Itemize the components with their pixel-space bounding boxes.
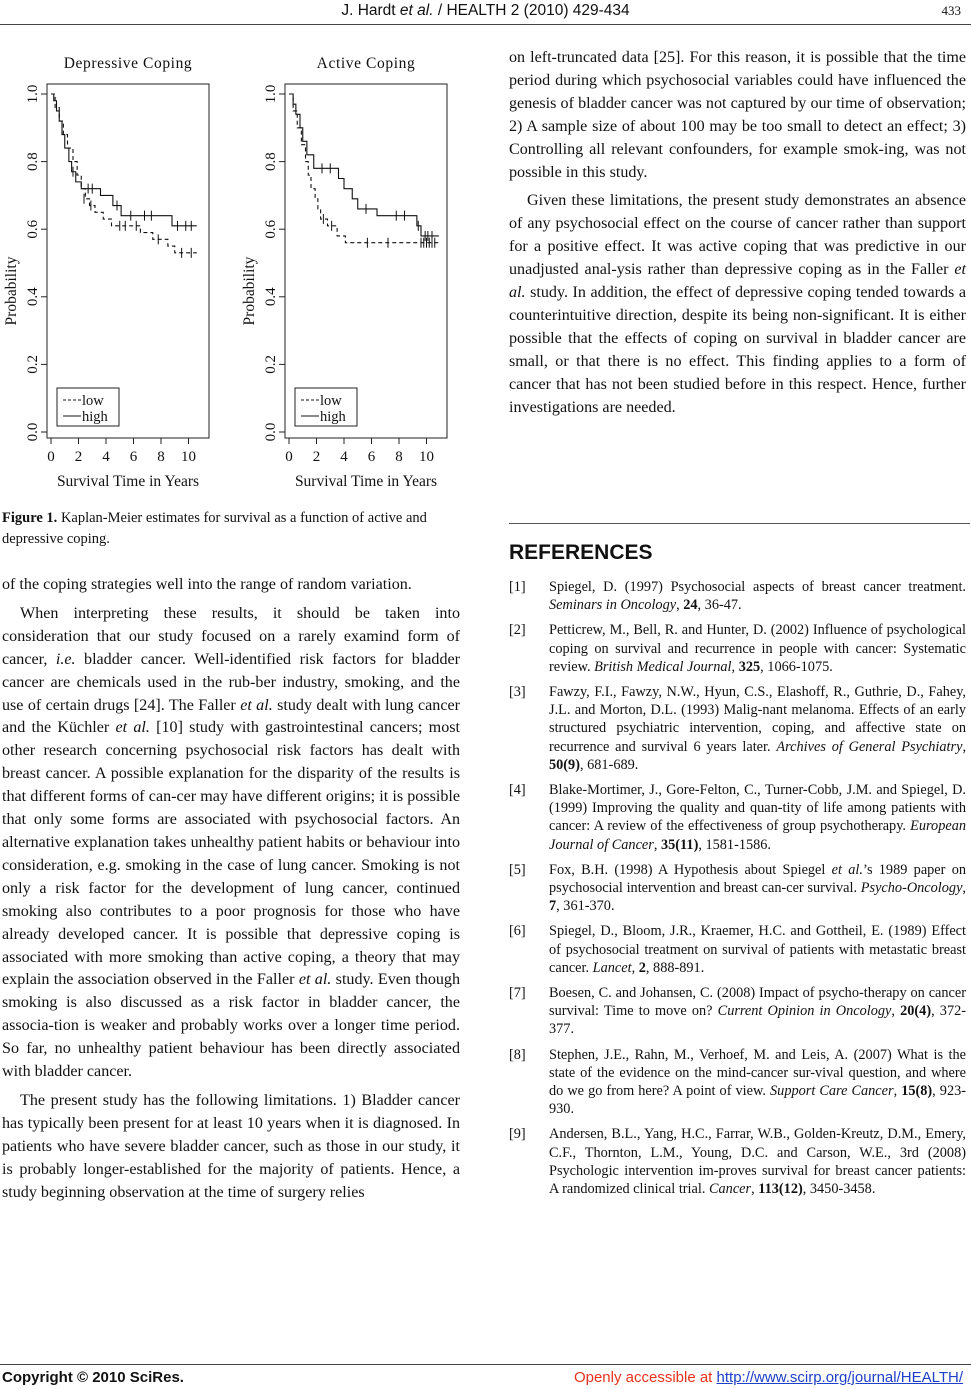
reference-text: Spiegel, D. (1997) Psychosocial aspects of breast cancer treatment. Seminars in Oncology, 24, 36-47. xyxy=(549,579,966,614)
y-tick-label: 0.4 xyxy=(25,287,41,307)
x-tick-label: 6 xyxy=(367,449,376,465)
y-tick-label: 1.0 xyxy=(25,84,41,104)
reference-number: [3] xyxy=(509,684,526,701)
footer-copyright: Copyright © 2010 SciRes. xyxy=(2,1369,184,1386)
footer-rule xyxy=(0,1364,971,1365)
reference-item xyxy=(509,621,966,676)
y-tick-label: 0.0 xyxy=(263,422,279,442)
reference-text: Blake-Mortimer, J., Gore-Felton, C., Turner-Cobb, J.M. and Spiegel, D. (1999) Improving the quality and quan-tity of life among patients with cancer: A review of the effectiveness of group psychotherapy. European Journal of Cancer, 35(11), 1581-1586. xyxy=(549,782,966,853)
reference-item xyxy=(509,781,966,854)
figure-caption xyxy=(2,508,460,550)
reference-number: [8] xyxy=(509,1046,526,1063)
plot-frame xyxy=(285,84,447,438)
reference-number: [4] xyxy=(509,782,526,799)
header-journal: / HEALTH 2 (2010) 429-434 xyxy=(437,2,630,19)
x-tick-label: 10 xyxy=(181,449,196,465)
x-tick-label: 4 xyxy=(102,449,110,465)
x-tick-label: 2 xyxy=(312,449,321,465)
reference-item xyxy=(509,1125,966,1198)
reference-item xyxy=(509,861,966,916)
reference-text: Spiegel, D., Bloom, J.R., Kraemer, H.C. and Gottheil, E. (1989) Effect of psychosocial treatment on survival of patients with metastatic breast cancer. Lancet, 2, 888-891. xyxy=(549,923,966,976)
y-tick-label: 0.0 xyxy=(25,422,41,442)
legend-label: high xyxy=(320,409,346,425)
y-tick-label: 0.2 xyxy=(25,355,41,374)
x-tick-label: 8 xyxy=(157,449,165,465)
y-axis-label: Probability xyxy=(3,256,20,326)
paragraph-left-truncated: on left-truncated data [25]. For this reason, it is possible that the time period during which psychosocial variables could have influenced the genesis of bladder cancer was not captured by our time of observation; 2) A sample size of about 100 may be too small to detect an effect; 3) Controlling all relevant confounders, for example smok-ing, was not possible in this study. xyxy=(509,49,966,181)
reference-text: Petticrew, M., Bell, R. and Hunter, D. (2002) Influence of psychological coping on survival and recurrence in people with cancer: Systematic review. British Medical Journal, 325, 1066-1075. xyxy=(549,622,966,675)
x-tick-label: 6 xyxy=(129,449,138,465)
y-tick-label: 0.4 xyxy=(263,287,279,307)
y-tick-label: 0.8 xyxy=(263,152,279,171)
plot-depressive-coping xyxy=(3,55,209,490)
reference-item xyxy=(509,1046,966,1119)
reference-item xyxy=(509,984,966,1039)
reference-item xyxy=(509,922,966,977)
caption-label: Figure 1. xyxy=(2,510,58,526)
y-tick-label: 0.6 xyxy=(25,219,41,239)
running-header xyxy=(0,2,971,20)
reference-number: [2] xyxy=(509,622,526,639)
y-tick-label: 0.2 xyxy=(263,355,279,374)
header-rule xyxy=(0,24,971,25)
y-tick-label: 1.0 xyxy=(263,84,279,104)
reference-text: Andersen, B.L., Yang, H.C., Farrar, W.B., Golden-Kreutz, D.M., Emery, C.F., Thornton, L.M., Young, D.C. and Carson, W.E., 3rd (2008) Psychologic intervention im-proves survival for breast cancer patients: A randomized clinical trial. Cancer, 113(12), 3450-3458. xyxy=(549,1126,966,1198)
y-tick-label: 0.6 xyxy=(263,219,279,239)
plot-title: Active Coping xyxy=(316,55,416,72)
plot-title: Depressive Coping xyxy=(63,55,193,72)
paragraph-limitations: The present study has the following limitations. 1) Bladder cancer has typically been present for at least 10 years when it is diagnosed. In patients who have severe bladder cancer, such as those in our study, it is probably longer-established for the majority of patients. Hence, a study beginning observation at the time of surgery relies xyxy=(2,1091,460,1201)
y-axis-label: Probability xyxy=(241,256,258,326)
paragraph-interpretation: When interpreting these results, it should be taken into consideration that our study focused on a rarely examind form of cancer, i.e. bladder cancer. Well-identified risk factors for bladder cancer are chemicals used in the rub-ber industry, smoking, and the use of certain drugs [24]. The Faller et al. study dealt with lung cancer and the Küchler et al. [10] study with gastrointestinal cancers; most other research concerning psychosocial risk factors has dealt with breast cancer. A possible explanation for the disparity of the results is that different forms of can-cer may have different origins; it is possible that only some forms are associated with psychosocial factors. An alternative explanation takes unhealthy patient habits or behaviour into consideration, e.g. smoking in the case of lung cancer. Smoking is not only a risk factor for the development of lung cancer, continued smoking also contributes to a poor prognosis for those who have already developed cancer. It is possible that depressive coping is associated with more smoking than active coping, a theory that may explain the association observed in the Faller et al. study. Even though smoking is also discussed as a risk factor in bladder cancer, the associa-tion is weaker and probably works over a longer time period. So far, no unhealthy patient behaviour has been directly associated with bladder cancer. xyxy=(2,604,461,1081)
reference-number: [1] xyxy=(509,579,526,595)
legend-label: high xyxy=(82,409,108,425)
plot-active-coping xyxy=(241,55,447,490)
reference-text: Fawzy, F.I., Fawzy, N.W., Hyun, C.S., Elashoff, R., Guthrie, D., Fahey, J.L. and Morton, D.L. (1993) Malig-nant melanoma. Effects of an early structured psychiatric intervention, coping, and affective state on recurrence and survival 6 years later. Archives of General Psychiatry, 50(9), 681-689. xyxy=(549,684,967,773)
reference-number: [5] xyxy=(509,861,526,878)
paragraph-continuation: of the coping strategies well into the range of random variation. xyxy=(2,576,412,593)
plot-frame xyxy=(47,84,209,438)
x-tick-label: 0 xyxy=(285,449,293,465)
reference-number: [6] xyxy=(509,923,526,940)
x-axis-label: Survival Time in Years xyxy=(294,473,438,490)
references-rule xyxy=(509,523,970,524)
reference-number: [9] xyxy=(509,1126,526,1143)
x-tick-label: 2 xyxy=(74,449,83,465)
references-heading: REFERENCES xyxy=(509,541,653,564)
reference-text: Fox, B.H. (1998) A Hypothesis about Spiegel et al.’s 1989 paper on psychosocial intervention and breast can-cer survival. Psycho-Oncology, 7, 361-370. xyxy=(549,861,966,915)
reference-item xyxy=(509,683,966,774)
reference-text: Boesen, C. and Johansen, C. (2008) Impact of psycho-therapy on cancer survival: Time to move on? Current Opinion in Oncology, 20(4), 372-377. xyxy=(549,985,966,1038)
x-tick-label: 10 xyxy=(419,449,434,465)
x-tick-label: 8 xyxy=(395,449,403,465)
right-column xyxy=(509,47,966,420)
legend-label: low xyxy=(82,393,104,409)
figure-1 xyxy=(0,44,470,500)
paragraph-conclusion: Given these limitations, the present study demonstrates an absence of any psychosocial effect on the course of cancer rather than support for a positive effect. It was active coping that was predictive in our unadjusted anal-ysis rather than depressive coping as in the Faller et al. study. In addition, the effect of depressive coping tended towards a counterintuitive direction, despite its being non-significant. It is either possible that the effects of coping on survival in bladder cancer are small, or that there is no effect. This finding applies to a form of cancer that has not been studied before in this respect. Hence, further investigations are needed. xyxy=(509,192,966,416)
caption-text: Kaplan-Meier estimates for survival as a function of active and depressive coping. xyxy=(2,510,427,547)
header-etal: et al. xyxy=(399,2,434,19)
legend-label: low xyxy=(320,393,342,409)
y-tick-label: 0.8 xyxy=(25,152,41,171)
reference-number: [7] xyxy=(509,985,526,1002)
x-tick-label: 4 xyxy=(340,449,348,465)
footer-access xyxy=(574,1369,963,1386)
footer-access-text: Openly accessible at xyxy=(573,1369,717,1386)
page-number: 433 xyxy=(941,3,961,18)
reference-list xyxy=(509,578,966,1205)
reference-item xyxy=(509,578,966,614)
x-tick-label: 0 xyxy=(47,449,55,465)
left-column xyxy=(2,574,460,1204)
journal-link[interactable]: http://www.scirp.org/journal/HEALTH/ xyxy=(716,1369,963,1386)
x-axis-label: Survival Time in Years xyxy=(56,473,200,490)
reference-text: Stephen, J.E., Rahn, M., Verhoef, M. and Leis, A. (2007) What is the state of the evidence on the mind-cancer sur-vival question, and where do we go from here? A point of view. Support Care Cancer, 15(8), 923-930. xyxy=(549,1046,967,1118)
header-authors: J. Hardt xyxy=(341,2,396,19)
km-curve-high xyxy=(289,94,439,236)
